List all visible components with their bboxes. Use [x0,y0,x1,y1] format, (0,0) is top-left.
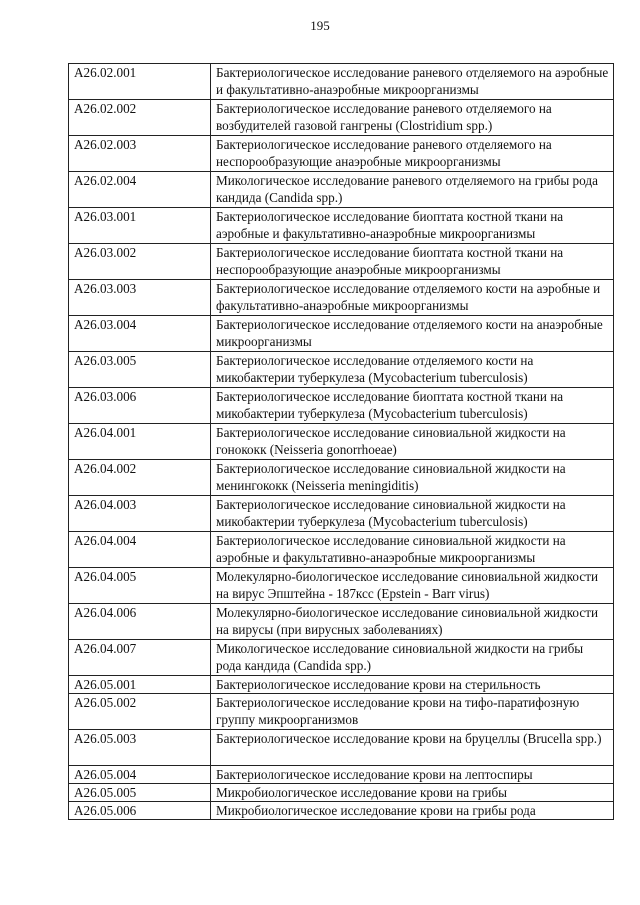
service-description-cell: Бактериологическое исследование отделяемого кости на аэробные и факультативно-анаэробные микроорганизмы [211,280,614,316]
service-description-cell: Бактериологическое исследование раневого отделяемого на неспорообразующие анаэробные микроорганизмы [211,136,614,172]
service-code-cell: A26.05.004 [69,766,211,784]
service-code-cell: A26.05.002 [69,694,211,730]
table-row [69,388,614,424]
service-description-cell: Микологическое исследование раневого отделяемого на грибы рода кандида (Candida spp.) [211,172,614,208]
service-code-cell: A26.04.003 [69,496,211,532]
service-codes-table-body [69,64,614,820]
service-description-cell: Бактериологическое исследование биоптата костной ткани на микобактерии туберкулеза (Mycobacterium tuberculosis) [211,388,614,424]
service-description-cell: Микробиологическое исследование крови на грибы [211,784,614,802]
service-code-cell: A26.05.003 [69,730,211,766]
table-row [69,424,614,460]
service-description-cell: Бактериологическое исследование синовиальной жидкости на менингококк (Neisseria meningiditis) [211,460,614,496]
table-row [69,100,614,136]
table-row [69,676,614,694]
service-code-cell: A26.03.003 [69,280,211,316]
service-description-cell: Бактериологическое исследование крови на стерильность [211,676,614,694]
table-row [69,802,614,820]
table-row [69,604,614,640]
service-code-cell: A26.03.005 [69,352,211,388]
service-description-cell: Бактериологическое исследование крови на бруцеллы (Brucella spp.) [211,730,614,766]
table-row [69,694,614,730]
service-code-cell: A26.02.002 [69,100,211,136]
service-code-cell: A26.03.004 [69,316,211,352]
service-code-cell: A26.04.006 [69,604,211,640]
page-number: 195 [310,18,330,33]
table-row [69,568,614,604]
service-code-cell: A26.03.002 [69,244,211,280]
service-description-cell: Бактериологическое исследование синовиальной жидкости на гонококк (Neisseria gonorrhoeae) [211,424,614,460]
service-code-cell: A26.04.005 [69,568,211,604]
table-row [69,280,614,316]
service-code-cell: A26.02.004 [69,172,211,208]
service-description-cell: Бактериологическое исследование раневого отделяемого на аэробные и факультативно-анаэробные микроорганизмы [211,64,614,100]
service-code-cell: A26.02.001 [69,64,211,100]
table-row [69,64,614,100]
table-row [69,460,614,496]
table-row [69,352,614,388]
table-row [69,316,614,352]
service-description-cell: Бактериологическое исследование синовиальной жидкости на микобактерии туберкулеза (Mycobacterium tuberculosis) [211,496,614,532]
service-description-cell: Бактериологическое исследование отделяемого кости на микобактерии туберкулеза (Mycobacterium tuberculosis) [211,352,614,388]
table-row [69,640,614,676]
service-description-cell: Молекулярно-биологическое исследование синовиальной жидкости на вирус Эпштейна - 187ксс (Epstein - Barr virus) [211,568,614,604]
table-row [69,766,614,784]
table-row [69,208,614,244]
table-row [69,532,614,568]
service-description-cell: Бактериологическое исследование биоптата костной ткани на неспорообразующие анаэробные микроорганизмы [211,244,614,280]
service-code-cell: A26.05.006 [69,802,211,820]
service-description-cell: Бактериологическое исследование синовиальной жидкости на аэробные и факультативно-анаэробные микроорганизмы [211,532,614,568]
service-code-cell: A26.04.004 [69,532,211,568]
table-row [69,784,614,802]
service-description-cell: Молекулярно-биологическое исследование синовиальной жидкости на вирусы (при вирусных заболеваниях) [211,604,614,640]
service-code-cell: A26.04.002 [69,460,211,496]
table-row [69,244,614,280]
service-code-cell: A26.03.006 [69,388,211,424]
service-code-cell: A26.03.001 [69,208,211,244]
table-row [69,172,614,208]
table-row [69,496,614,532]
service-description-cell: Бактериологическое исследование отделяемого кости на анаэробные микроорганизмы [211,316,614,352]
service-description-cell: Микробиологическое исследование крови на грибы рода [211,802,614,820]
service-code-cell: A26.02.003 [69,136,211,172]
service-code-cell: A26.05.001 [69,676,211,694]
service-description-cell: Бактериологическое исследование раневого отделяемого на возбудителей газовой гангрены (Clostridium spp.) [211,100,614,136]
table-row [69,730,614,766]
table-row [69,136,614,172]
service-description-cell: Бактериологическое исследование крови на тифо-паратифозную группу микроорганизмов [211,694,614,730]
service-code-cell: A26.04.001 [69,424,211,460]
service-description-cell: Бактериологическое исследование биоптата костной ткани на аэробные и факультативно-анаэробные микроорганизмы [211,208,614,244]
service-codes-table [68,63,614,820]
service-description-cell: Микологическое исследование синовиальной жидкости на грибы рода кандида (Candida spp.) [211,640,614,676]
service-description-cell: Бактериологическое исследование крови на лептоспиры [211,766,614,784]
service-code-cell: A26.04.007 [69,640,211,676]
service-code-cell: A26.05.005 [69,784,211,802]
